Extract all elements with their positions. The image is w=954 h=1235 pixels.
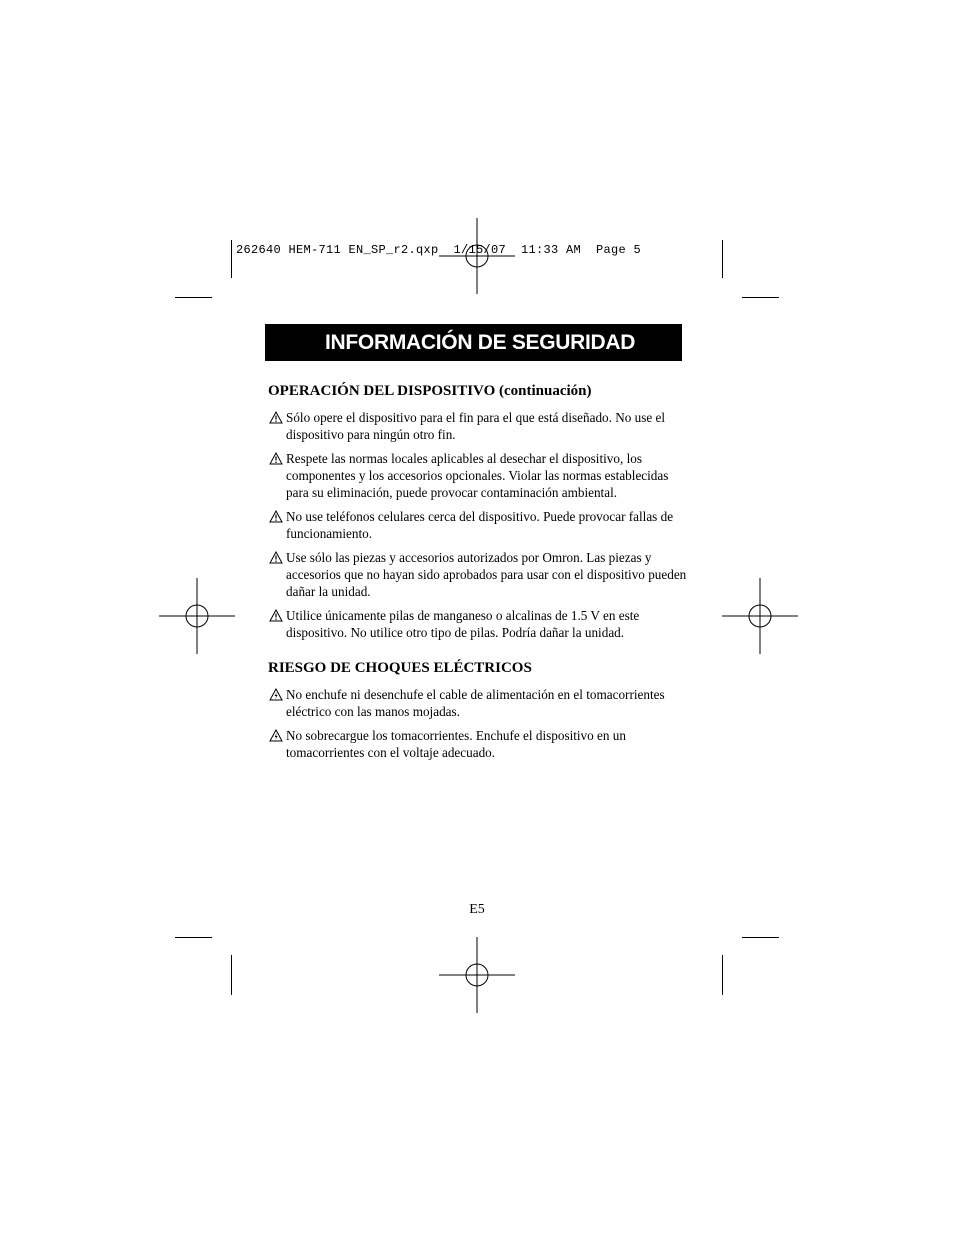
electric-warning-icon — [269, 729, 283, 742]
crop-mark-top-right-v — [722, 240, 723, 278]
registration-mark-icon — [722, 578, 798, 654]
page-number: E5 — [469, 902, 485, 917]
warning-triangle-icon — [269, 411, 283, 424]
crop-mark-top-left-v — [231, 240, 232, 278]
registration-mark-icon — [439, 218, 515, 294]
warning-item — [268, 549, 688, 600]
section-title: OPERACIÓN DEL DISPOSITIVO (continuación) — [268, 383, 592, 399]
section-spacer — [268, 648, 688, 658]
warning-item — [268, 607, 688, 641]
warning-triangle-icon — [269, 510, 283, 523]
warning-item — [268, 727, 688, 761]
section-banner: INFORMACIÓN DE SEGURIDAD — [265, 324, 682, 361]
warning-text: No enchufe ni desenchufe el cable de alimentación en el tomacorrientes eléctrico con las manos mojadas. — [286, 687, 665, 719]
section-electric-shock — [268, 658, 688, 761]
print-slug: 262640 HEM-711 EN_SP_r2.qxp 1/15/07 11:33 AM Page 5 — [236, 243, 642, 257]
safety-content — [268, 381, 688, 768]
warning-triangle-icon — [269, 551, 283, 564]
warning-text: Use sólo las piezas y accesorios autorizados por Omron. Las piezas y accesorios que no hayan sido aprobados para usar con el dispositivo pueden dañar la unidad. — [286, 550, 687, 599]
crop-mark-bottom-left-h — [175, 937, 212, 938]
crop-mark-top-left-h — [175, 297, 212, 298]
warning-triangle-icon — [269, 452, 283, 465]
registration-mark-icon — [439, 937, 515, 1013]
crop-mark-bottom-left-v — [231, 955, 232, 995]
crop-mark-bottom-right-h — [742, 937, 779, 938]
warning-item — [268, 508, 688, 542]
crop-mark-top-right-h — [742, 297, 779, 298]
warning-item — [268, 686, 688, 720]
section-title: RIESGO DE CHOQUES ELÉCTRICOS — [268, 660, 532, 676]
warning-text: Sólo opere el dispositivo para el fin para el que está diseñado. No use el dispositivo para ningún otro fin. — [286, 410, 666, 442]
section-device-operation — [268, 381, 688, 641]
warning-item — [268, 450, 688, 501]
warning-text: No use teléfonos celulares cerca del dispositivo. Puede provocar fallas de funcionamiento. — [286, 509, 674, 541]
crop-mark-bottom-right-v — [722, 955, 723, 995]
warning-text: No sobrecargue los tomacorrientes. Enchufe el dispositivo en un tomacorrientes con el voltaje adecuado. — [286, 728, 626, 760]
registration-mark-icon — [159, 578, 235, 654]
warning-item — [268, 409, 688, 443]
warning-triangle-icon — [269, 609, 283, 622]
warning-text: Respete las normas locales aplicables al desechar el dispositivo, los componentes y los accesorios opcionales. Violar las normas establecidas para su eliminación, puede provocar contaminación ambiental. — [286, 451, 669, 500]
warning-text: Utilice únicamente pilas de manganeso o alcalinas de 1.5 V en este dispositivo. No utilice otro tipo de pilas. Podría dañar la unidad. — [286, 608, 640, 640]
electric-warning-icon — [269, 688, 283, 701]
